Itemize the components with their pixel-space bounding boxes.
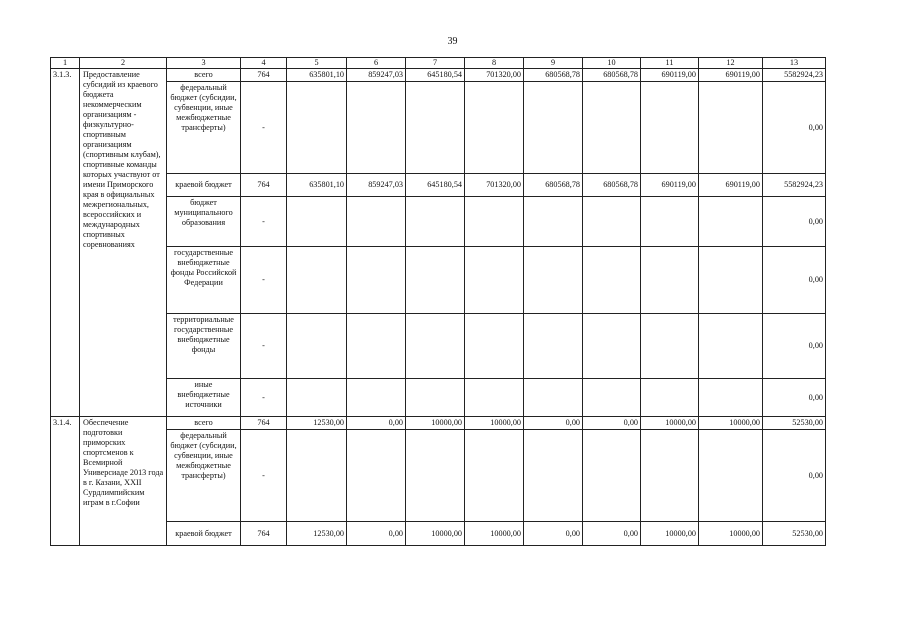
column-header: 2 xyxy=(80,58,167,69)
value-cell: 0,00 xyxy=(583,522,641,546)
value-cell xyxy=(583,379,641,417)
value-cell: 12530,00 xyxy=(287,417,347,430)
budget-code: 764 xyxy=(241,417,287,430)
value-cell: 0,00 xyxy=(347,417,406,430)
value-cell xyxy=(347,197,406,247)
column-header: 7 xyxy=(406,58,465,69)
value-cell xyxy=(347,82,406,174)
funding-source: краевой бюджет xyxy=(167,174,241,197)
column-header: 4 xyxy=(241,58,287,69)
value-cell xyxy=(287,82,347,174)
value-cell xyxy=(583,197,641,247)
value-cell xyxy=(583,247,641,314)
value-cell xyxy=(287,197,347,247)
table-row xyxy=(51,314,826,379)
value-cell xyxy=(406,82,465,174)
budget-code: 764 xyxy=(241,69,287,82)
value-cell xyxy=(699,379,763,417)
funding-source: всего xyxy=(167,417,241,430)
value-cell xyxy=(465,197,524,247)
item-index: 3.1.4. xyxy=(51,417,80,546)
value-cell xyxy=(465,379,524,417)
value-cell xyxy=(287,430,347,522)
value-cell: 859247,03 xyxy=(347,174,406,197)
value-cell: 0,00 xyxy=(583,417,641,430)
value-cell: 10000,00 xyxy=(406,522,465,546)
funding-source: бюджет муниципального образования xyxy=(167,197,241,247)
column-header: 5 xyxy=(287,58,347,69)
funding-source: краевой бюджет xyxy=(167,522,241,546)
value-cell xyxy=(641,430,699,522)
value-cell: 701320,00 xyxy=(465,69,524,82)
item-name: Обеспечение подготовки приморских спортсменов к Всемирной Универсиаде 2013 года в г. Казани, XXII Сурдлимпийским играм в г.Софии xyxy=(80,417,167,546)
value-cell: 690119,00 xyxy=(699,174,763,197)
table-row xyxy=(51,82,826,174)
funding-source: государственные внебюджетные фонды Российской Федерации xyxy=(167,247,241,314)
value-cell xyxy=(583,82,641,174)
table-row xyxy=(51,417,826,430)
column-header: 1 xyxy=(51,58,80,69)
value-cell xyxy=(699,82,763,174)
budget-table xyxy=(50,57,826,546)
value-cell xyxy=(524,379,583,417)
table-row xyxy=(51,197,826,247)
value-cell xyxy=(465,430,524,522)
value-cell: 0,00 xyxy=(524,522,583,546)
dash-cell: - xyxy=(241,430,287,522)
value-cell xyxy=(583,314,641,379)
item-index: 3.1.3. xyxy=(51,69,80,417)
total-cell: 5582924,23 xyxy=(763,174,826,197)
value-cell: 10000,00 xyxy=(699,417,763,430)
column-header: 10 xyxy=(583,58,641,69)
value-cell xyxy=(465,82,524,174)
value-cell: 12530,00 xyxy=(287,522,347,546)
total-cell: 0,00 xyxy=(763,247,826,314)
dash-cell: - xyxy=(241,82,287,174)
value-cell: 690119,00 xyxy=(641,69,699,82)
funding-source: федеральный бюджет (субсидии, субвенции, иные межбюджетные трансферты) xyxy=(167,430,241,522)
value-cell: 10000,00 xyxy=(406,417,465,430)
value-cell: 701320,00 xyxy=(465,174,524,197)
value-cell xyxy=(699,430,763,522)
column-header: 3 xyxy=(167,58,241,69)
value-cell xyxy=(524,197,583,247)
value-cell: 859247,03 xyxy=(347,69,406,82)
value-cell: 680568,78 xyxy=(583,69,641,82)
value-cell: 0,00 xyxy=(524,417,583,430)
value-cell xyxy=(583,430,641,522)
value-cell xyxy=(699,197,763,247)
value-cell xyxy=(406,197,465,247)
value-cell xyxy=(406,379,465,417)
value-cell xyxy=(641,197,699,247)
value-cell xyxy=(287,247,347,314)
value-cell xyxy=(524,430,583,522)
value-cell xyxy=(406,430,465,522)
column-header: 6 xyxy=(347,58,406,69)
value-cell: 10000,00 xyxy=(641,522,699,546)
column-header: 12 xyxy=(699,58,763,69)
value-cell xyxy=(699,314,763,379)
funding-source: иные внебюджетные источники xyxy=(167,379,241,417)
value-cell xyxy=(347,314,406,379)
value-cell: 0,00 xyxy=(347,522,406,546)
total-cell: 0,00 xyxy=(763,379,826,417)
value-cell: 10000,00 xyxy=(465,417,524,430)
value-cell: 635801,10 xyxy=(287,69,347,82)
value-cell xyxy=(406,247,465,314)
value-cell xyxy=(347,247,406,314)
total-cell: 52530,00 xyxy=(763,522,826,546)
value-cell xyxy=(524,314,583,379)
table-row xyxy=(51,430,826,522)
funding-source: федеральный бюджет (субсидии, субвенции, иные межбюджетные трансферты) xyxy=(167,82,241,174)
total-cell: 5582924,23 xyxy=(763,69,826,82)
value-cell xyxy=(287,314,347,379)
total-cell: 0,00 xyxy=(763,197,826,247)
value-cell: 645180,54 xyxy=(406,69,465,82)
table-row xyxy=(51,522,826,546)
value-cell xyxy=(641,82,699,174)
table-row xyxy=(51,174,826,197)
value-cell: 10000,00 xyxy=(641,417,699,430)
value-cell xyxy=(287,379,347,417)
value-cell xyxy=(406,314,465,379)
dash-cell: - xyxy=(241,379,287,417)
value-cell: 680568,78 xyxy=(583,174,641,197)
column-header: 9 xyxy=(524,58,583,69)
total-cell: 52530,00 xyxy=(763,417,826,430)
column-header: 8 xyxy=(465,58,524,69)
value-cell: 690119,00 xyxy=(641,174,699,197)
value-cell xyxy=(699,247,763,314)
total-cell: 0,00 xyxy=(763,82,826,174)
value-cell: 645180,54 xyxy=(406,174,465,197)
budget-code: 764 xyxy=(241,522,287,546)
value-cell: 635801,10 xyxy=(287,174,347,197)
item-name: Предоставление субсидий из краевого бюджета некоммерческим организациям - физкультурно-спортивным организациям (спортивным клубам), спортивные команды которых участвуют от имени Приморского края в официальных межрегиональных, всероссийских и международных спортивных соревнованиях xyxy=(80,69,167,417)
value-cell xyxy=(641,314,699,379)
value-cell xyxy=(641,247,699,314)
value-cell: 10000,00 xyxy=(465,522,524,546)
page-number: 39 xyxy=(447,36,458,47)
column-header: 11 xyxy=(641,58,699,69)
budget-code: 764 xyxy=(241,174,287,197)
total-cell: 0,00 xyxy=(763,314,826,379)
value-cell: 680568,78 xyxy=(524,174,583,197)
column-header: 13 xyxy=(763,58,826,69)
value-cell xyxy=(524,247,583,314)
value-cell: 680568,78 xyxy=(524,69,583,82)
dash-cell: - xyxy=(241,314,287,379)
table-row xyxy=(51,247,826,314)
value-cell: 10000,00 xyxy=(699,522,763,546)
value-cell xyxy=(524,82,583,174)
funding-source: территориальные государственные внебюджетные фонды xyxy=(167,314,241,379)
value-cell xyxy=(465,314,524,379)
value-cell xyxy=(347,430,406,522)
value-cell xyxy=(347,379,406,417)
table-row xyxy=(51,379,826,417)
value-cell xyxy=(465,247,524,314)
funding-source: всего xyxy=(167,69,241,82)
column-number-row xyxy=(51,58,826,69)
value-cell xyxy=(641,379,699,417)
table-row xyxy=(51,69,826,82)
total-cell: 0,00 xyxy=(763,430,826,522)
dash-cell: - xyxy=(241,197,287,247)
value-cell: 690119,00 xyxy=(699,69,763,82)
dash-cell: - xyxy=(241,247,287,314)
